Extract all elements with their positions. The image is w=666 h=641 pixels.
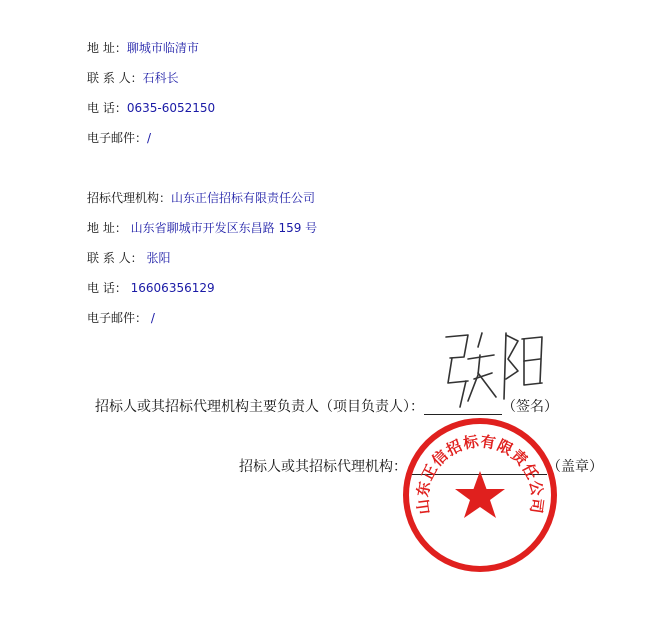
agency-contact-row xyxy=(87,251,170,265)
agency-address: 山东省聊城市开发区东昌路 159 号 xyxy=(126,221,318,235)
phone-label: 电 话： xyxy=(87,101,127,115)
organization-label: 招标人或其招标代理机构： xyxy=(239,459,407,475)
sign-suffix: （签名） xyxy=(502,399,558,415)
handwritten-signature xyxy=(438,325,548,415)
agency-name-row xyxy=(87,191,315,205)
contact-label: 联 系 人： xyxy=(87,251,143,265)
contact-label: 联 系 人： xyxy=(87,71,143,85)
email-label: 电子邮件： xyxy=(87,311,148,325)
responsible-person-label: 招标人或其招标代理机构主要负责人（项目负责人）： xyxy=(95,399,424,415)
address-label: 地 址： xyxy=(87,221,127,235)
seal-text: 山东正信招标有限责任公司 xyxy=(413,432,547,516)
tenderer-contact: 石科长 xyxy=(142,71,179,85)
phone-label: 电 话： xyxy=(87,281,127,295)
email-label: 电子邮件： xyxy=(87,131,148,145)
agency-phone: 16606356129 xyxy=(126,281,215,295)
agency-name: 山东正信招标有限责任公司 xyxy=(171,191,316,205)
tenderer-phone: 0635-6052150 xyxy=(126,101,216,115)
seal-star-icon xyxy=(455,471,505,518)
company-seal xyxy=(400,415,560,580)
tenderer-contact-row xyxy=(87,71,179,85)
agency-phone-row xyxy=(87,281,215,295)
agency-contact: 张阳 xyxy=(142,251,171,265)
tenderer-phone-row xyxy=(87,101,215,115)
agency-email: / xyxy=(147,311,155,325)
agency-email-row xyxy=(87,311,155,325)
agency-label: 招标代理机构： xyxy=(87,191,172,205)
tenderer-email: / xyxy=(147,131,152,145)
tenderer-address-row xyxy=(87,41,199,55)
tenderer-email-row xyxy=(87,131,151,145)
tenderer-address: 聊城市临清市 xyxy=(126,41,199,55)
agency-address-row xyxy=(87,221,317,235)
stamp-suffix: （盖章） xyxy=(547,459,603,475)
address-label: 地 址： xyxy=(87,41,127,55)
